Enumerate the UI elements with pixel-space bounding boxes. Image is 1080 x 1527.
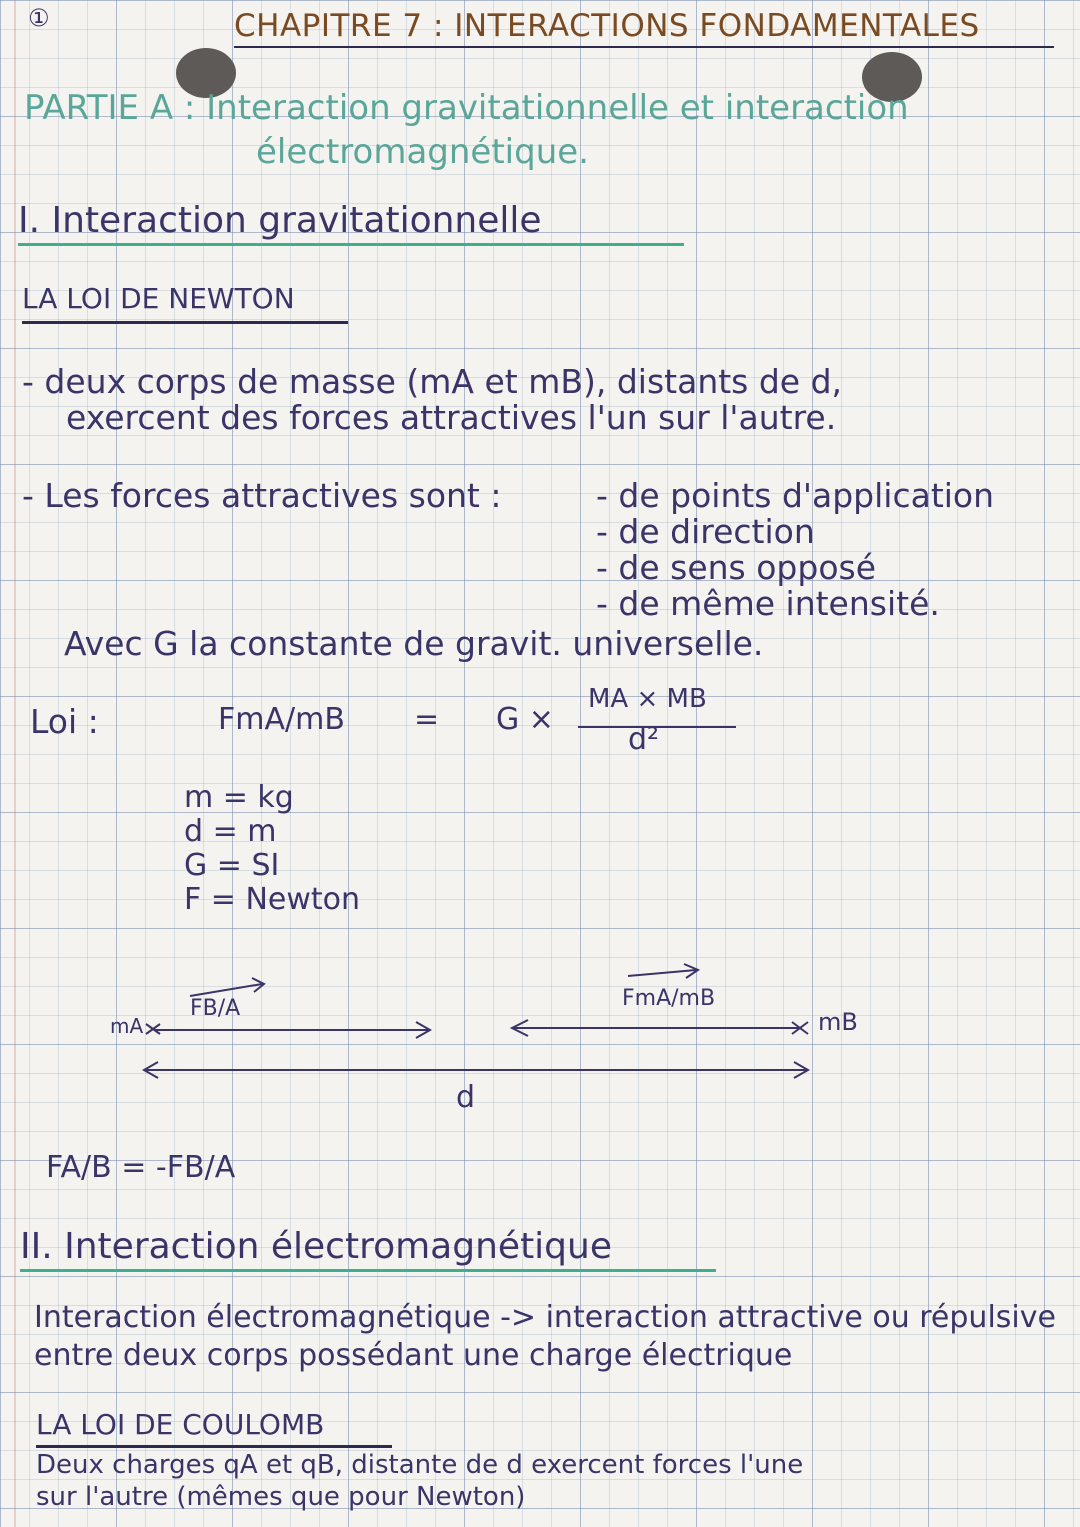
force-label-left: FB/A <box>190 996 241 1021</box>
part-title-line1: PARTIE A : Interaction gravitationnelle et interaction <box>24 88 909 128</box>
chapter-title: CHAPITRE 7 : INTERACTIONS FONDAMENTALES <box>234 8 1054 48</box>
force-arrow-a <box>154 1022 430 1038</box>
unit-distance: d = m <box>184 814 277 849</box>
section2-heading: II. Interaction électromagnétique <box>20 1226 716 1272</box>
force-arrow-b <box>512 1020 802 1036</box>
newton-law-title: LA LOI DE NEWTON <box>22 282 348 324</box>
formula-numerator: MA × MB <box>588 684 707 714</box>
formula-g: G × <box>496 702 554 737</box>
part-title-line2: électromagnétique. <box>256 132 589 172</box>
formula-lhs: FmA/mB <box>218 702 345 737</box>
formula-equals: = <box>414 702 440 737</box>
property-2: - de direction <box>596 512 815 551</box>
formula-denominator: d² <box>628 722 660 757</box>
mass-label-a: mA <box>110 1014 144 1038</box>
em-definition-line1: Interaction électromagnétique -> interaction attractive ou répulsive <box>34 1300 1056 1335</box>
distance-label: d <box>456 1080 476 1115</box>
page-number: ① <box>28 4 50 32</box>
property-1: - de points d'application <box>596 476 995 515</box>
vector-arrow-right <box>628 964 698 978</box>
section1-heading: I. Interaction gravitationnelle <box>18 200 684 246</box>
force-relation: FA/B = -FB/A <box>46 1150 236 1185</box>
law-label: Loi : <box>30 702 99 741</box>
coulomb-law-title: LA LOI DE COULOMB <box>36 1408 392 1448</box>
bullet1-line2: exercent des forces attractives l'un sur l'autre. <box>66 398 837 437</box>
unit-mass: m = kg <box>184 780 294 815</box>
constant-note: Avec G la constante de gravit. universelle. <box>64 624 764 663</box>
bullet1-line1: - deux corps de masse (mA et mB), distants de d, <box>22 362 843 401</box>
property-3: - de sens opposé <box>596 548 877 587</box>
coulomb-text-line2: sur l'autre (mêmes que pour Newton) <box>36 1482 526 1512</box>
force-label-right: FmA/mB <box>622 986 716 1011</box>
mass-label-b: mB <box>818 1008 858 1036</box>
unit-constant: G = SI <box>184 848 280 883</box>
em-definition-line2: entre deux corps possédant une charge électrique <box>34 1338 793 1373</box>
coulomb-text-line1: Deux charges qA et qB, distante de d exercent forces l'une <box>36 1450 804 1480</box>
unit-force: F = Newton <box>184 882 361 917</box>
bullet2-lead: - Les forces attractives sont : <box>22 476 502 515</box>
property-4: - de même intensité. <box>596 584 940 623</box>
vector-arrow-left <box>190 978 264 996</box>
distance-arrow <box>144 1062 808 1078</box>
